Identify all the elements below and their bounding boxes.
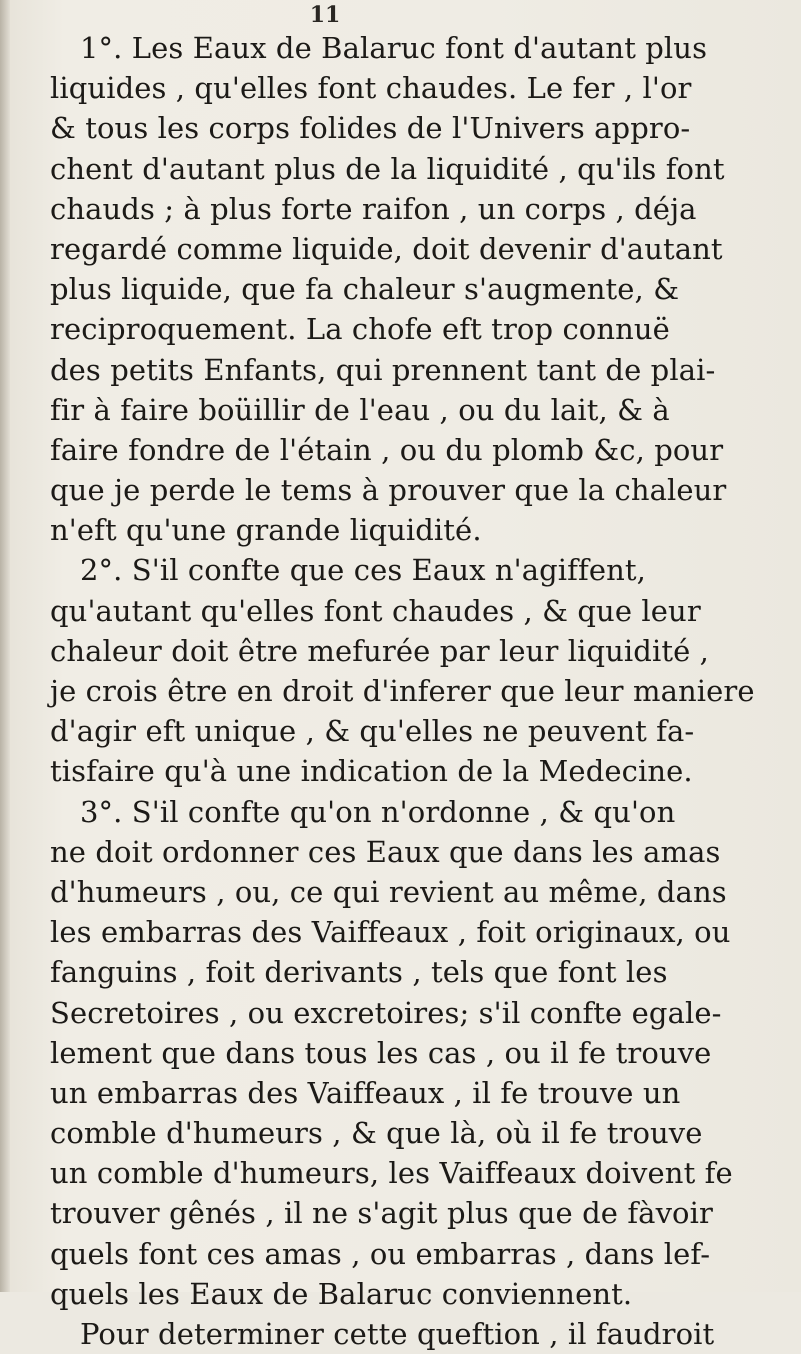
text-line: plus liquide, que fa chaleur s'augmente, & [50,272,680,307]
text-line: quels les Eaux de Balaruc conviennent. [50,1276,633,1311]
text-line: tisfaire qu'à une indication de la Medecine. [50,754,693,789]
text-line: comble d'humeurs , & que là, où il fe trouve [50,1116,703,1151]
text-line: & tous les corps folides de l'Univers appro- [50,111,691,146]
text-line: les embarras des Vaiffeaux , foit originaux, ou [50,915,731,950]
text-line: 2°. S'il confte que ces Eaux n'agiffent, [80,553,646,588]
text-line: regardé comme liquide, doit devenir d'autant [50,231,723,266]
text-line: Secretoires , ou excretoires; s'il confte egale- [50,995,722,1030]
text-line: liquides , qu'elles font chaudes. Le fer , l'or [50,71,692,106]
text-line: trouver gênés , il ne s'agit plus que de fàvoir [50,1196,713,1231]
text-line: un comble d'humeurs, les Vaiffeaux doivent fe [50,1156,733,1191]
body-text [50,28,790,1354]
text-line: que je perde le tems à prouver que la chaleur [50,473,727,508]
text-line: un embarras des Vaiffeaux , il fe trouve un [50,1075,681,1110]
text-line: chaleur doit être mefurée par leur liquidité , [50,633,709,668]
text-line: chauds ; à plus forte raifon , un corps , déja [50,191,697,226]
text-line: faire fondre de l'étain , ou du plomb &c, pour [50,432,724,467]
text-line: d'humeurs , ou, ce qui revient au même, dans [50,874,727,909]
text-line: 1°. Les Eaux de Balaruc font d'autant plus [80,31,708,65]
page-header-mark: 11 [309,2,341,28]
text-line: je crois être en droit d'inferer que leur maniere [50,674,755,708]
text-line: reciproquement. La chofe eft trop connuë [50,312,670,347]
text-line: des petits Enfants, qui prennent tant de plai- [50,352,716,387]
text-line: fir à faire boüillir de l'eau , ou du lait, & à [50,392,670,427]
text-line: d'agir eft unique , & qu'elles ne peuvent fa- [50,714,695,749]
text-line: lement que dans tous les cas , ou il fe trouve [50,1035,712,1070]
text-line: qu'autant qu'elles font chaudes , & que leur [50,593,701,628]
text-line: ne doit ordonner ces Eaux que dans les amas [50,834,721,869]
text-line: 3°. S'il confte qu'on n'ordonne , & qu'on [80,794,676,829]
text-line: quels font ces amas , ou embarras , dans lef- [50,1236,711,1271]
page-gutter [0,0,10,1292]
text-line: fanguins , foit derivants , tels que font les [50,955,668,990]
text-line: chent d'autant plus de la liquidité , qu'ils font [50,151,725,186]
text-line: Pour determiner cette queftion , il faudroit [80,1317,715,1351]
text-line: n'eft qu'une grande liquidité. [50,513,482,548]
